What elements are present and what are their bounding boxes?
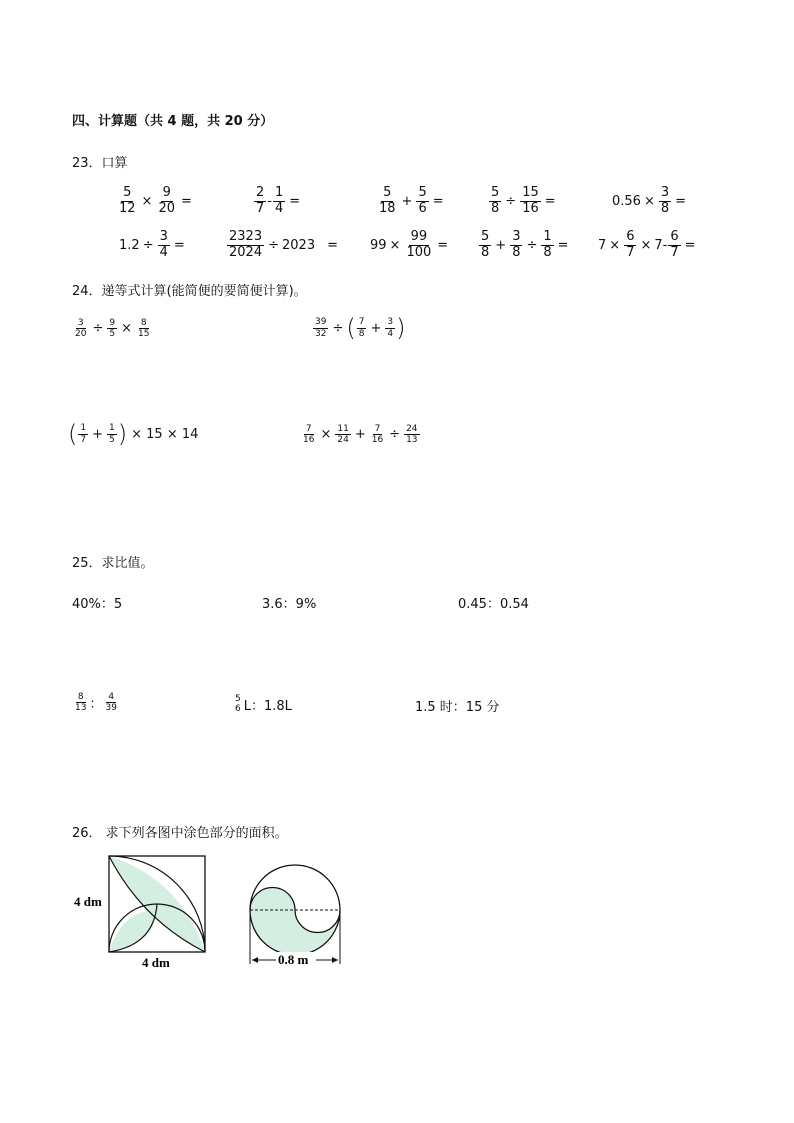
q23-item-3: $\frac{5}{18}$ + $\frac{5}{6}$ = bbox=[379, 185, 444, 216]
fraction: $\frac{5}{12}$ bbox=[119, 185, 136, 216]
q25-ratio-1: 40%：5 bbox=[72, 597, 123, 612]
question-23-label: 23．口算 bbox=[72, 156, 128, 171]
question-26-label: 26． 求下列各图中涂色部分的面积。 bbox=[72, 826, 288, 841]
q23-item-4: $\frac{5}{8}$ ÷ $\frac{15}{16}$ = bbox=[491, 185, 556, 216]
q25-ratio-3: 0.45：0.54 bbox=[458, 597, 529, 612]
q23-item-8: 99 × $\frac{99}{100}$ = bbox=[370, 229, 449, 260]
fig2-width-label: 0.8 m bbox=[278, 952, 309, 967]
q24-expression-2: $\frac{39}{32}$ ÷ ( $\frac{7}{8}$ + $\frac{3}{4}$ ) bbox=[315, 314, 406, 342]
shaded-region-lower-lens bbox=[109, 910, 157, 952]
q25-ratio-4: $\frac{8}{13}$ ： $\frac{4}{39}$ bbox=[75, 692, 117, 714]
figure-square-shaded bbox=[72, 850, 212, 972]
fraction: $\frac{9}{20}$ bbox=[158, 185, 175, 216]
fig1-bottom-label: 4 dm bbox=[142, 955, 170, 970]
q23-item-1: $\frac{5}{12}$ × $\frac{9}{20}$ = bbox=[119, 185, 192, 216]
q25-ratio-6: 1.5 时：15 分 bbox=[415, 700, 500, 715]
q24-expression-1: $\frac{3}{20}$ ÷ $\frac{9}{5}$ × $\frac{8}{15}$ bbox=[75, 318, 150, 340]
fig1-side-label: 4 dm bbox=[74, 894, 102, 909]
q24-expression-4: $\frac{7}{16}$ × $\frac{11}{24}$ + $\frac{7}{16}$ ÷ $\frac{24}{13}$ bbox=[303, 424, 418, 446]
q23-item-7: $\frac{2323}{2024}$ ÷ 2023 = bbox=[229, 229, 338, 260]
q23-item-5: 0.56 × $\frac{3}{8}$ = bbox=[612, 185, 687, 216]
section-title: 四、计算题（共 4 题，共 20 分） bbox=[72, 114, 274, 129]
q24-expression-3: ( $\frac{1}{7}$ + $\frac{1}{5}$ ) × 15 × 14 bbox=[68, 420, 199, 448]
q23-item-2: $\frac{2}{7}$ - $\frac{1}{4}$ = bbox=[256, 185, 301, 216]
question-25-label: 25．求比值。 bbox=[72, 556, 154, 571]
q23-item-9: $\frac{5}{8}$ + $\frac{3}{8}$ ÷ $\frac{1}{8}$ = bbox=[481, 229, 569, 260]
q25-ratio-5: 5 6 L：1.8L bbox=[235, 694, 292, 715]
q23-item-10: 7 × $\frac{6}{7}$ × 7 - $\frac{6}{7}$ = bbox=[598, 229, 696, 260]
shaded-region-half bbox=[250, 888, 340, 956]
question-24-label: 24．递等式计算(能简便的要简便计算)。 bbox=[72, 284, 307, 299]
q25-ratio-2: 3.6：9% bbox=[262, 597, 317, 612]
q23-item-6: 1.2 ÷ $\frac{3}{4}$ = bbox=[119, 229, 185, 260]
figure-circle-shaded bbox=[240, 850, 360, 972]
